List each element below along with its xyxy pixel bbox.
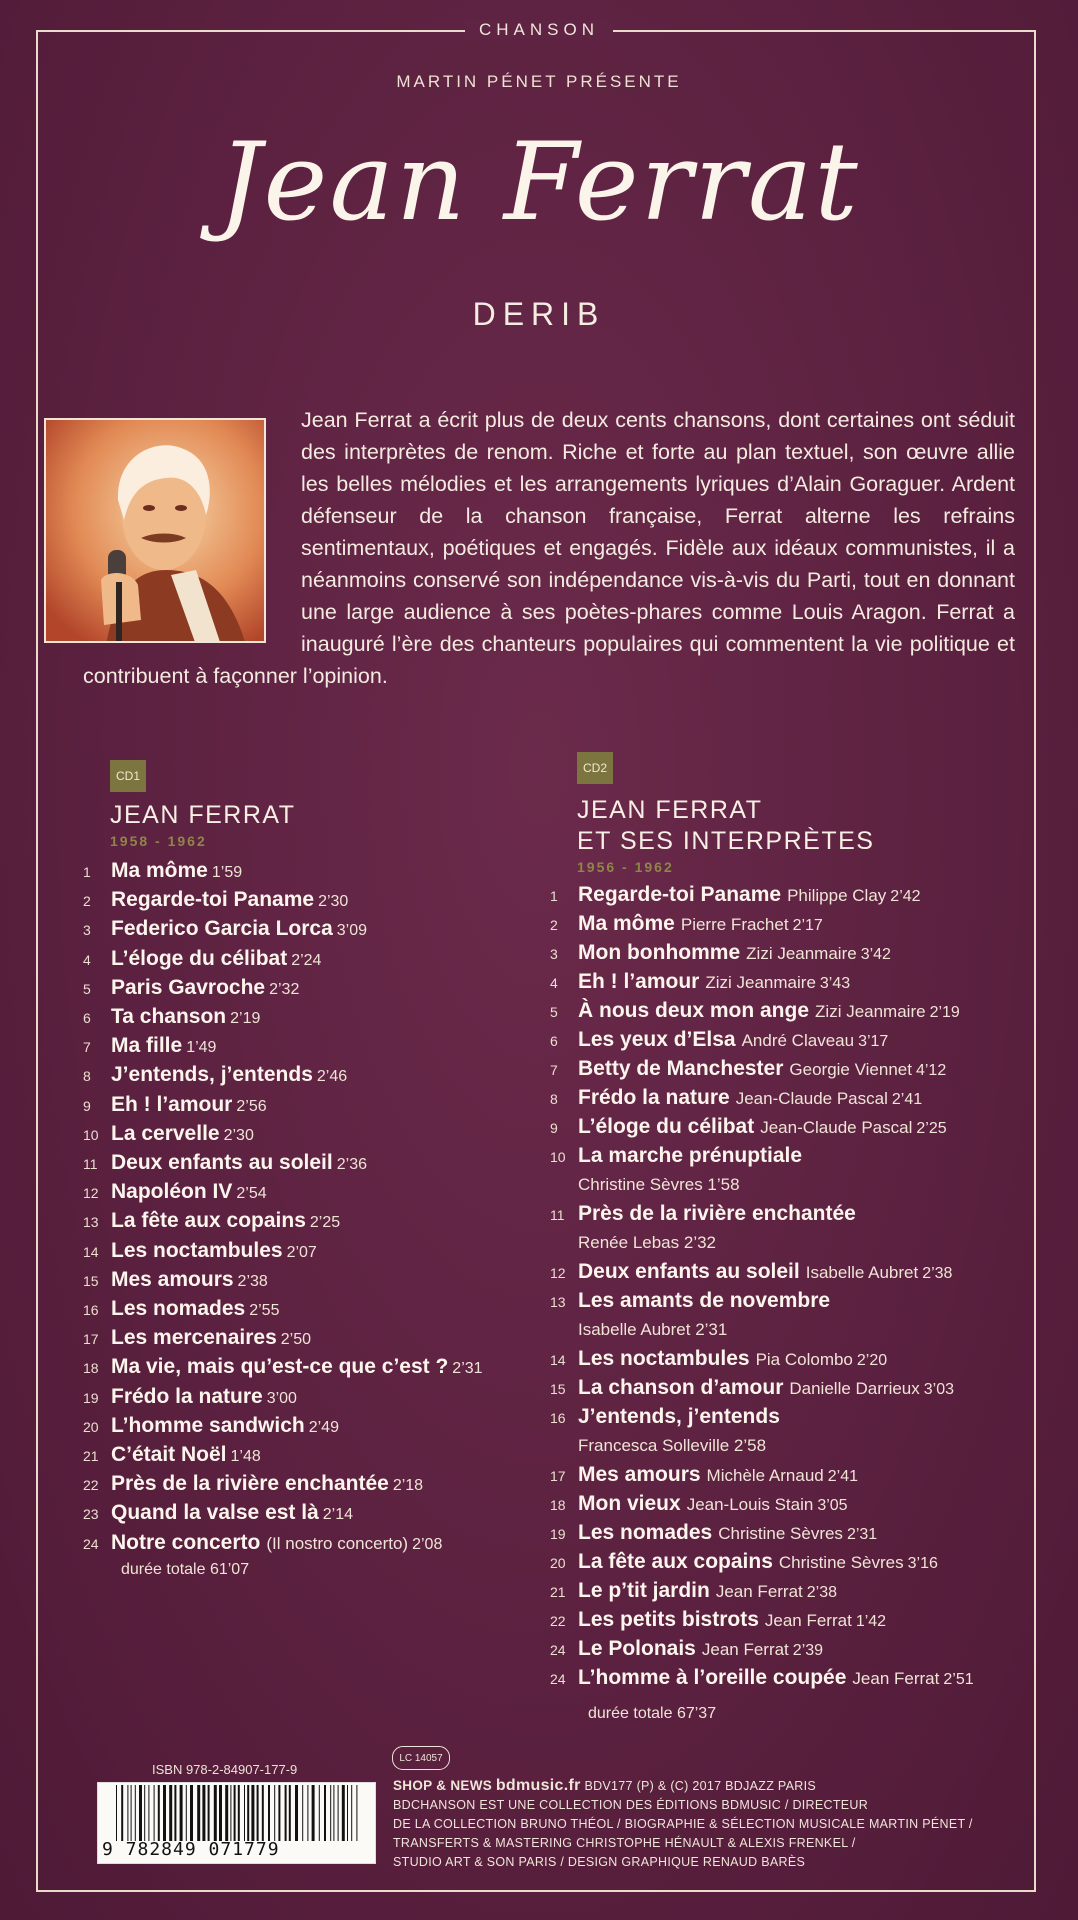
cd1-title: JEAN FERRAT xyxy=(110,801,296,829)
track-number: 7 xyxy=(550,1062,558,1078)
track-title: J’entends, j’entends xyxy=(111,1063,313,1087)
track-row xyxy=(83,1265,268,1294)
track-duration: 3’03 xyxy=(923,1381,955,1398)
track-row xyxy=(83,914,367,943)
cd2-years: 1956 - 1962 xyxy=(577,859,674,875)
track-number: 16 xyxy=(83,1302,99,1318)
track-row xyxy=(550,1547,938,1576)
track-duration: 3’17 xyxy=(858,1033,889,1050)
track-number: 13 xyxy=(550,1294,566,1310)
track-title: Regarde-toi Paname xyxy=(111,888,315,912)
track-performer: Jean Ferrat xyxy=(764,1611,852,1630)
track-duration: 2’39 xyxy=(792,1642,824,1659)
track-duration: 3’43 xyxy=(819,975,851,992)
cd2-title-line2: ET SES INTERPRÈTES xyxy=(577,827,875,855)
track-number: 9 xyxy=(83,1097,91,1114)
track-duration: 2’55 xyxy=(249,1302,280,1319)
cd1-total-duration: durée totale 61’07 xyxy=(121,1561,250,1578)
track-title: Les petits bistrots xyxy=(578,1608,759,1631)
cd2-total-duration: durée totale 67’37 xyxy=(588,1705,717,1722)
track-duration: 2’42 xyxy=(890,888,921,905)
track-title: Près de la rivière enchantée xyxy=(578,1202,856,1225)
track-duration: 2’41 xyxy=(827,1468,858,1485)
track-number: 14 xyxy=(83,1243,99,1260)
track-performer: Georgie Viennet xyxy=(789,1060,912,1079)
barcode-bars xyxy=(116,1785,393,1843)
track-duration: 2’50 xyxy=(280,1331,312,1349)
track-row xyxy=(550,1518,877,1547)
track-title: Mon vieux xyxy=(578,1492,681,1515)
track-row xyxy=(83,1469,423,1498)
barcode-bar xyxy=(307,1785,308,1841)
track-performer: Zizi Jeanmaire xyxy=(815,1002,926,1021)
track-number: 6 xyxy=(83,1010,91,1026)
track-duration: 2’25 xyxy=(309,1214,341,1232)
track-row xyxy=(550,967,850,996)
track-row xyxy=(83,1440,261,1469)
track-row xyxy=(550,938,891,967)
barcode-bar xyxy=(154,1785,155,1841)
barcode-bar xyxy=(163,1785,166,1841)
barcode-bar xyxy=(186,1785,187,1841)
track-title: La fête aux copains xyxy=(111,1209,306,1233)
track-duration: 2’18 xyxy=(392,1477,424,1495)
barcode-bar xyxy=(289,1785,291,1841)
track-number: 24 xyxy=(83,1535,99,1552)
track-title: Les nomades xyxy=(111,1297,246,1320)
website-link[interactable]: bdmusic.fr xyxy=(495,1777,581,1794)
track-title: Ta chanson xyxy=(111,1005,227,1028)
barcode-bar xyxy=(174,1785,176,1841)
track-title: Betty de Manchester xyxy=(578,1057,784,1080)
presenter-line: MARTIN PÉNET PRÉSENTE xyxy=(396,72,682,91)
track-duration: 3’16 xyxy=(907,1555,938,1572)
track-row xyxy=(83,1352,483,1381)
track-number: 18 xyxy=(83,1360,99,1377)
track-title: Frédo la nature xyxy=(111,1384,263,1408)
track-number: 13 xyxy=(83,1214,99,1231)
track-duration: 2’38 xyxy=(806,1584,838,1601)
track-number: 17 xyxy=(83,1331,99,1348)
track-duration: 2’30 xyxy=(318,893,349,911)
barcode-bar xyxy=(197,1785,200,1841)
track-title: Mes amours xyxy=(111,1267,234,1291)
track-row xyxy=(550,1344,887,1373)
track-row xyxy=(550,1402,780,1431)
track-duration: 2’36 xyxy=(336,1156,367,1173)
track-number: 12 xyxy=(83,1185,99,1202)
track-duration: 1’42 xyxy=(855,1613,887,1630)
track-performer: Philippe Clay xyxy=(787,886,887,905)
track-duration: 2’41 xyxy=(891,1091,923,1108)
track-number: 20 xyxy=(83,1418,99,1435)
track-duration: 2’20 xyxy=(856,1352,888,1369)
track-title: Paris Gavroche xyxy=(111,975,266,999)
cd2-tag: CD2 xyxy=(577,752,613,784)
track-performer: Christine Sèvres xyxy=(778,1553,904,1572)
barcode-bar xyxy=(127,1785,128,1841)
credits-line-1: BDV177 (P) & (C) 2017 BDJAZZ PARIS xyxy=(584,1779,816,1793)
track-duration: 2’14 xyxy=(322,1506,354,1524)
track-performer: Pierre Frachet xyxy=(680,915,789,934)
track-number: 3 xyxy=(83,922,91,939)
track-duration: 2’38 xyxy=(922,1265,953,1282)
track-row xyxy=(550,1460,858,1489)
track-number: 3 xyxy=(550,946,558,962)
barcode-bar xyxy=(139,1785,142,1841)
track-row xyxy=(550,1112,947,1141)
barcode-bar xyxy=(116,1785,117,1841)
track-number: 18 xyxy=(550,1497,566,1513)
barcode-bar xyxy=(234,1785,236,1841)
track-number: 1 xyxy=(550,888,558,904)
barcode-bar xyxy=(262,1785,264,1841)
track-duration: 2’49 xyxy=(308,1418,339,1436)
track-number: 4 xyxy=(83,951,91,968)
barcode-bar xyxy=(319,1785,320,1841)
track-duration: 2’38 xyxy=(237,1272,268,1290)
track-duration: 2’30 xyxy=(223,1126,254,1144)
track-title: Ma môme xyxy=(578,912,675,935)
track-number: 21 xyxy=(83,1448,99,1464)
track-row xyxy=(550,880,921,909)
shop-label: SHOP & NEWS xyxy=(393,1778,493,1793)
track-row xyxy=(550,1576,837,1605)
track-performer: Jean-Claude Pascal xyxy=(760,1118,913,1137)
track-title: Deux enfants au soleil xyxy=(111,1151,333,1174)
barcode-number: 9 782849 071779 xyxy=(102,1839,280,1860)
barcode-bar xyxy=(268,1785,270,1841)
track-duration: 3’05 xyxy=(817,1497,848,1514)
track-title: Napoléon IV xyxy=(111,1180,233,1204)
track-title: Les noctambules xyxy=(111,1238,283,1262)
barcode-bar xyxy=(169,1785,172,1841)
track-duration: 1’59 xyxy=(211,864,243,881)
barcode-bar xyxy=(324,1785,326,1841)
track-title: Les amants de novembre xyxy=(578,1289,831,1312)
track-title: Près de la rivière enchantée xyxy=(111,1472,389,1496)
track-duration: 2’31 xyxy=(846,1526,878,1543)
track-title: C’était Noël xyxy=(111,1443,227,1466)
track-duration: 2’51 xyxy=(943,1671,974,1688)
track-row xyxy=(550,1286,830,1315)
track-duration: 1’48 xyxy=(230,1448,261,1465)
cd1-years: 1958 - 1962 xyxy=(110,833,207,849)
track-title: L’éloge du célibat xyxy=(111,946,288,970)
track-duration: 2’07 xyxy=(286,1243,317,1261)
track-title: Notre concerto xyxy=(111,1530,261,1554)
track-row xyxy=(83,1060,347,1089)
track-row xyxy=(83,1411,339,1440)
barcode-bar xyxy=(158,1785,160,1841)
track-performer-duration: Renée Lebas 2’32 xyxy=(578,1233,717,1252)
track-performer: Zizi Jeanmaire xyxy=(705,973,816,992)
track-performer: Christine Sèvres xyxy=(718,1524,843,1543)
barcode-bar xyxy=(144,1785,145,1841)
track-title: Le p’tit jardin xyxy=(578,1579,710,1602)
track-number: 2 xyxy=(550,917,558,933)
barcode-bar xyxy=(202,1785,205,1841)
track-title: La cervelle xyxy=(111,1121,220,1145)
track-title: L’homme sandwich xyxy=(111,1413,305,1437)
barcode-bar xyxy=(278,1785,280,1841)
biography-text: Jean Ferrat a écrit plus de deux cents chansons, dont certaines ont séduit des interprètes de renom. Riche et forte au plan textuel, son œuvre allie les belles mélodies et les arrangements lyriques d’Alain Goraguer. Ardent défenseur de la chanson française, Ferrat alterne les refrains sentimentaux, poétiques et engagés. Fidèle aux idéaux communistes, il a néanmoins conservé son indépendance vis-à-vis du Parti, tout en donnant une large audience à ses poètes-phares comme Louis Aragon. Ferrat a inauguré l’ère des chanteurs populaires qui commentent la vie politique et contribuent à façonner l’opinion. xyxy=(83,408,1015,688)
track-title: Ma vie, mais qu’est-ce que c’est ? xyxy=(111,1355,449,1379)
track-row xyxy=(83,1031,216,1060)
track-row xyxy=(550,1373,954,1402)
barcode-bar xyxy=(312,1785,315,1841)
track-row-continued xyxy=(578,1228,716,1257)
track-number: 19 xyxy=(550,1526,566,1542)
track-row xyxy=(550,996,960,1025)
track-number: 21 xyxy=(550,1584,566,1600)
barcode xyxy=(97,1782,376,1864)
track-duration: 2’56 xyxy=(236,1097,267,1115)
track-number: 7 xyxy=(83,1039,91,1056)
track-number: 12 xyxy=(550,1265,566,1281)
track-title: Eh ! l’amour xyxy=(578,970,700,993)
track-number: 2 xyxy=(83,893,91,910)
track-number: 22 xyxy=(83,1477,99,1494)
barcode-bar xyxy=(285,1785,287,1841)
barcode-bar xyxy=(214,1785,217,1841)
track-row xyxy=(83,1528,442,1557)
track-performer: Danielle Darrieux xyxy=(789,1379,920,1398)
track-title: L’éloge du célibat xyxy=(578,1115,755,1138)
barcode-bar xyxy=(244,1785,245,1841)
track-number: 15 xyxy=(550,1381,566,1397)
track-number: 24 xyxy=(550,1671,566,1687)
track-number: 11 xyxy=(550,1207,565,1223)
barcode-bar xyxy=(219,1785,222,1841)
track-row xyxy=(83,1236,317,1265)
barcode-bar xyxy=(302,1785,303,1841)
track-title: Frédo la nature xyxy=(578,1086,730,1109)
track-duration: 3’42 xyxy=(860,946,891,963)
credits-line-3: DE LA COLLECTION BRUNO THÉOL / BIOGRAPHIE & SÉLECTION MUSICALE MARTIN PÉNET / xyxy=(393,1817,973,1831)
track-duration: 2’31 xyxy=(452,1360,483,1378)
track-number: 5 xyxy=(550,1004,558,1020)
barcode-bar xyxy=(225,1785,228,1841)
track-performer: Jean Ferrat xyxy=(852,1669,940,1688)
track-performer: Jean Ferrat xyxy=(701,1640,789,1659)
track-number: 19 xyxy=(83,1389,99,1406)
track-row xyxy=(83,1294,279,1323)
barcode-bar xyxy=(238,1785,240,1841)
track-title: Ma fille xyxy=(111,1034,183,1058)
track-performer: Jean Ferrat xyxy=(715,1582,803,1601)
track-title: La chanson d’amour xyxy=(578,1376,784,1399)
track-title: Mon bonhomme xyxy=(578,941,741,964)
track-number: 23 xyxy=(83,1506,99,1523)
track-duration: 2’46 xyxy=(316,1068,348,1086)
track-performer-duration: Isabelle Aubret 2’31 xyxy=(578,1320,728,1339)
track-row xyxy=(83,1119,254,1148)
track-number: 14 xyxy=(550,1352,566,1368)
track-title: L’homme à l’oreille coupée xyxy=(578,1666,847,1689)
track-title: Deux enfants au soleil xyxy=(578,1260,800,1283)
track-row xyxy=(83,856,242,885)
track-performer-duration: Christine Sèvres 1’58 xyxy=(578,1175,740,1194)
credits-line-4: TRANSFERTS & MASTERING CHRISTOPHE HÉNAULT & ALEXIS FRENKEL / xyxy=(393,1836,856,1850)
barcode-bar xyxy=(347,1785,348,1841)
track-row xyxy=(83,1002,260,1031)
track-title: Quand la valse est là xyxy=(111,1501,319,1525)
barcode-bar xyxy=(351,1785,352,1841)
barcode-bar xyxy=(295,1785,298,1841)
track-duration: 3’09 xyxy=(336,922,368,940)
track-row xyxy=(550,1054,946,1083)
track-performer: (Il nostro concerto) xyxy=(266,1533,409,1553)
track-title: Mes amours xyxy=(578,1463,701,1486)
track-title: La marche prénuptiale xyxy=(578,1144,803,1167)
track-row xyxy=(83,1382,297,1411)
track-title: J’entends, j’entends xyxy=(578,1405,780,1428)
track-title: Le Polonais xyxy=(578,1637,696,1660)
track-number: 17 xyxy=(550,1468,566,1484)
track-row xyxy=(83,1498,353,1527)
barcode-bar xyxy=(338,1785,339,1841)
track-duration: 2’24 xyxy=(291,951,322,969)
track-row-continued xyxy=(578,1170,740,1199)
cd1-tag: CD1 xyxy=(110,760,146,792)
track-title: Les mercenaires xyxy=(111,1326,277,1350)
series-label: CHANSON xyxy=(0,20,1078,40)
barcode-bar xyxy=(251,1785,254,1841)
track-title: Ma môme xyxy=(111,859,208,882)
track-number: 22 xyxy=(550,1613,566,1629)
track-duration: 2’32 xyxy=(269,980,300,998)
track-performer: Jean-Claude Pascal xyxy=(735,1089,888,1108)
track-number: 10 xyxy=(550,1149,566,1165)
barcode-bar xyxy=(247,1785,249,1841)
track-row xyxy=(550,909,823,938)
track-row xyxy=(550,1634,823,1663)
barcode-bar xyxy=(330,1785,331,1841)
track-row xyxy=(83,944,321,973)
track-row xyxy=(550,1025,888,1054)
barcode-bar xyxy=(356,1785,357,1841)
track-row xyxy=(83,1177,267,1206)
barcode-bar xyxy=(257,1785,259,1841)
track-duration: 3’00 xyxy=(266,1389,297,1407)
barcode-bar xyxy=(230,1785,231,1841)
track-row xyxy=(550,1257,952,1286)
barcode-bar xyxy=(190,1785,193,1841)
track-duration: 2’54 xyxy=(236,1185,267,1203)
credits xyxy=(393,1776,1033,1872)
barcode-bar xyxy=(274,1785,275,1841)
barcode-bar xyxy=(208,1785,210,1841)
track-duration: 2’25 xyxy=(916,1120,947,1137)
track-duration: 2’19 xyxy=(929,1004,960,1021)
track-title: Federico Garcia Lorca xyxy=(111,917,333,941)
track-title: Regarde-toi Paname xyxy=(578,883,782,906)
barcode-bar xyxy=(135,1785,136,1841)
barcode-bar xyxy=(148,1785,149,1841)
track-number: 10 xyxy=(83,1126,99,1143)
track-title: Eh ! l’amour xyxy=(111,1092,233,1116)
track-number: 16 xyxy=(550,1410,566,1426)
track-performer-duration: Francesca Solleville 2’58 xyxy=(578,1436,767,1455)
track-number: 1 xyxy=(83,864,91,880)
track-row xyxy=(550,1199,856,1228)
track-performer: Pia Colombo xyxy=(755,1350,853,1369)
track-performer: André Claveau xyxy=(741,1031,855,1050)
track-row xyxy=(550,1663,974,1692)
track-number: 11 xyxy=(83,1156,98,1172)
barcode-bar xyxy=(131,1785,132,1841)
track-title: À nous deux mon ange xyxy=(578,999,810,1022)
track-row xyxy=(550,1605,886,1634)
track-row xyxy=(83,1090,267,1119)
track-number: 8 xyxy=(83,1068,91,1085)
barcode-bar xyxy=(333,1785,334,1841)
track-duration: 4’12 xyxy=(915,1062,947,1079)
track-number: 24 xyxy=(550,1642,566,1658)
track-title: Les noctambules xyxy=(578,1347,750,1370)
cd2-title-line1: JEAN FERRAT xyxy=(577,796,763,824)
track-row xyxy=(83,1323,311,1352)
track-number: 15 xyxy=(83,1272,99,1289)
track-duration: 2’19 xyxy=(230,1010,261,1027)
track-duration: 1’49 xyxy=(186,1039,217,1057)
track-row-continued xyxy=(578,1431,766,1460)
track-number: 20 xyxy=(550,1555,566,1571)
track-row-continued xyxy=(578,1315,727,1344)
credits-line-2: BDCHANSON EST UNE COLLECTION DES ÉDITIONS BDMUSIC / DIRECTEUR xyxy=(393,1798,869,1812)
track-duration: 2’08 xyxy=(412,1535,443,1553)
barcode-bar xyxy=(342,1785,345,1841)
track-row xyxy=(83,973,299,1002)
barcode-bar xyxy=(121,1785,123,1841)
track-performer: Isabelle Aubret xyxy=(805,1263,919,1282)
track-number: 6 xyxy=(550,1033,558,1049)
illustrator-name: DERIB xyxy=(472,296,606,332)
track-title: Les nomades xyxy=(578,1521,713,1544)
credits-line-5: STUDIO ART & SON PARIS / DESIGN GRAPHIQUE RENAUD BARÈS xyxy=(393,1855,806,1869)
track-number: 5 xyxy=(83,980,91,997)
track-row xyxy=(550,1489,848,1518)
track-number: 8 xyxy=(550,1091,558,1107)
barcode-bar xyxy=(180,1785,183,1841)
track-performer: Zizi Jeanmaire xyxy=(746,944,857,963)
track-performer: Jean-Louis Stain xyxy=(686,1495,814,1514)
track-title: La fête aux copains xyxy=(578,1550,773,1573)
artist-title: Jean Ferrat xyxy=(218,120,860,245)
track-row xyxy=(550,1141,802,1170)
track-title: Les yeux d’Elsa xyxy=(578,1028,736,1051)
lc-label-code: LC 14057 xyxy=(392,1746,450,1770)
track-row xyxy=(83,1148,367,1177)
track-performer: Michèle Arnaud xyxy=(706,1466,824,1485)
track-row xyxy=(83,1206,340,1235)
track-number: 4 xyxy=(550,975,558,991)
track-row xyxy=(83,885,348,914)
track-duration: 2’17 xyxy=(792,917,823,934)
track-number: 9 xyxy=(550,1120,558,1136)
track-row xyxy=(550,1083,922,1112)
isbn: ISBN 978-2-84907-177-9 xyxy=(152,1762,298,1777)
